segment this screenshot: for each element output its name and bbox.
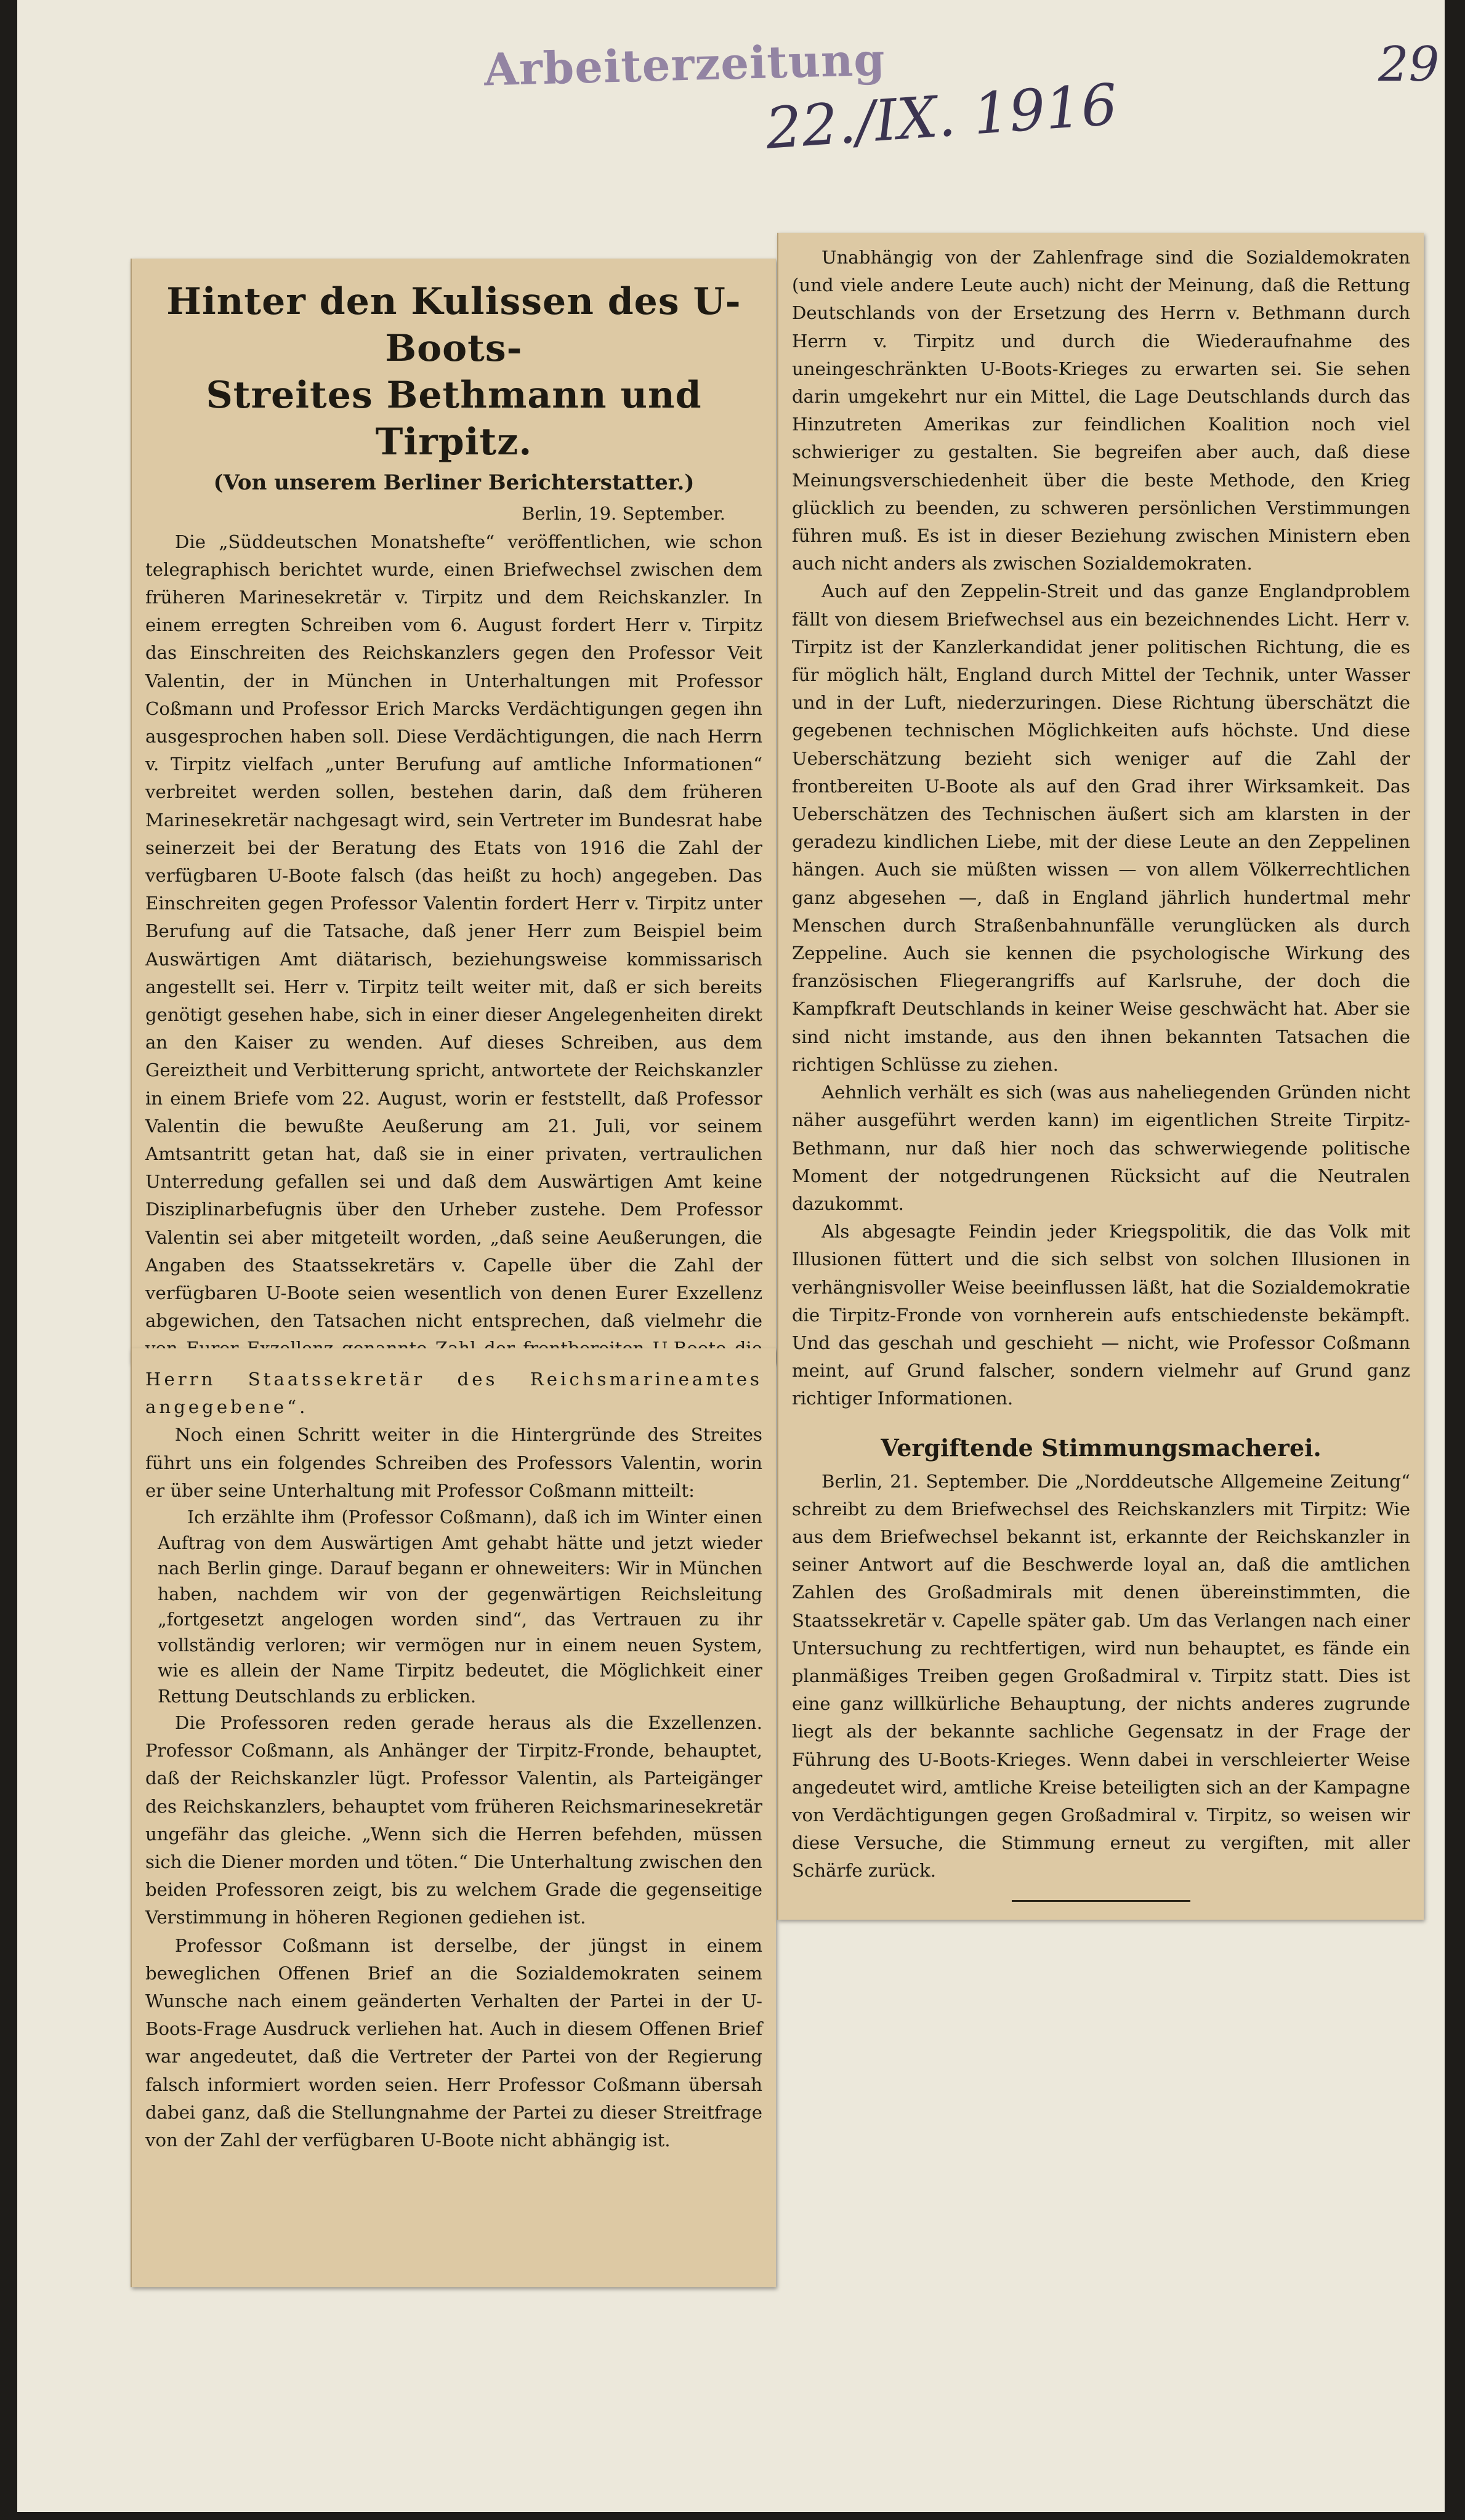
headline-line-2: Streites Bethmann und Tirpitz. — [206, 374, 702, 464]
page-number: 29 — [1378, 37, 1440, 92]
article-paragraph: Die „Süddeutschen Monatshefte“ veröffentlichen, wie schon telegraphisch berichtet wurde, einen Briefwechsel zwischen dem früheren Marinesekretär v. Tirpitz und dem Reichskanzler. In einem erregten Schreiben vom 6. August fordert Herr v. Tirpitz das Einschreiten des Reichskanzlers gegen den Professor Veit Valentin, der in München in Unterhaltungen mit Professor Coßmann und Professor Erich Marcks Verdächtigungen gegen ihn ausgesprochen haben soll. Diese Verdächtigungen, die nach Herrn v. Tirpitz vielfach „unter Berufung auf amtliche Informationen“ verbreitet werden sollen, bestehen darin, daß dem früheren Marinesekretär nachgesagt wird, sein Vertreter im Bundesrat habe seinerzeit bei der Beratung des Etats von 1916 die Zahl der verfügbaren U-Boote falsch (das heißt zu hoch) angegeben. Das Einschreiten gegen Professor Valentin fordert Herr v. Tirpitz unter Berufung auf die Tatsache, daß jener Herr zum Beispiel beim Auswärtigen Amt diätarisch, beziehungsweise kommissarisch angestellt sei. Herr v. Tirpitz teilt weiter mit, daß er sich bereits genötigt gesehen habe, sich in einer dieser Angelegenheiten direkt an den Kaiser zu wenden. Auf dieses Schreiben, aus dem Gereiztheit und Verbitterung spricht, antwortete der Reichskanzler in einem Briefe vom 22. August, worin er feststellt, daß Professor Valentin die bewußte Aeußerung am 21. Juli, vor seinem Amtsantritt getan hat, daß sie in einer privaten, vertraulichen Unterredung gefallen sei und daß dem Auswärtigen Amt keine Disziplinarbefugnis über den Urheber zustehe. Dem Professor Valentin sei aber mitgeteilt worden, „daß seine Aeußerungen, die Angaben des Staatssekretärs v. Capelle über die Zahl der verfügbaren U-Boote seien wesentlich von denen Eurer Exzellenz abgewichen, den Tatsachen nicht entsprechen, daß vielmehr die — [145, 531, 762, 1332]
article-dateline: Berlin, 19. September. — [522, 503, 725, 524]
article-paragraph: Berlin, 21. September. Die „Norddeutsche Allgemeine Zeitung“ schreibt zu dem Briefwechsel des Reichskanzlers mit Tirpitz: Wie aus dem Briefwechsel bekannt ist, erkannte der Reichskanzler in seiner Antwort auf die Beschwerde loyal an, daß die amtlichen Zahlen des Großadmirals mit denen übereinstimmten, die Staatssekretär v. Capelle später gab. Um das Verlangen nach einer Untersuchung zu rechtfertigen, wird nun behauptet, es fände ein planmäßiges Treiben gegen Großadmiral v. Tirpitz statt. Dies ist eine ganz willkürliche Behauptung, der nichts anderes zugrunde liegt als der bekannte sachliche Gegensatz in der Frage der Führung des U-Boots-Krieges. Wenn dabei in verschleierter Weise angedeutet wird, amtliche Kreise beteiligten sich an der Kampagne von Verdächtigungen gegen Großadmiral v. Tirpitz, so weisen wir diese Versuche, die Stimmung erneut zu vergiften, mit aller Schärfe zurück. — [792, 1470, 1410, 1882]
article-headline — [145, 278, 762, 465]
article-paragraph: Auch auf den Zeppelin-Streit und das ganze Englandproblem fällt von diesem Briefwechsel aus ein bezeichnendes Licht. Herr v. Tirpitz ist der Kanzlerkandidat jener politischen Richtung, die es für möglich hält, England durch Mittel der Technik, unter Wasser und in der Luft, niederzuringen. Diese Richtung überschätzt die gegebenen technischen Möglichkeiten aufs höchste. Und diese Ueberschätzung bezieht sich weniger auf die Zahl der frontbereiten U-Boote als auf den Grad ihrer Wirksamkeit. Das Ueberschätzen des Technischen äußert sich am klarsten in der geradezu kindlichen Liebe, mit der diese Leute an den Zeppelinen hängen. Auch sie müßten wissen — von allem Völkerrechtlichen ganz abgesehen —, daß in England jährlich hundertmal mehr Menschen durch Straßenbahnunfälle verunglücken als durch Zeppeline. Auch sie kennen die psychologische Wirkung des französischen Fliegerangriffs auf Karlsruhe, der doch die Kampfkraft Deutschlands in keiner Weise geschwächt hat. Aber sie sind nicht imstande, aus den ihnen bekannten Tatsachen die richtigen Schlüsse zu ziehen. — [792, 581, 1410, 1075]
article-quote: Ich erzählte ihm (Professor Coßmann), daß ich im Winter einen Auftrag von dem Auswärtigen Amt gehabt hätte und jetzt wieder nach Berlin ginge. Darauf begann er ohneweiters: Wir in München haben, nachdem wir von der gegenwärtigen Reichsleitung „fortgesetzt angelogen worden sind“, das Vertrauen zu ihr vollständig verloren; wir vermögen nur in einem neuen System, wie es allein der Name Tirpitz bedeutet, die Möglichkeit einer Rettung Deutschlands zu erblicken. — [158, 1507, 762, 1707]
article-paragraph: Die Professoren reden gerade heraus als die Exzellenzen. Professor Coßmann, als Anhänger der Tirpitz-Fronde, behauptet, daß der Reichskanzler lügt. Professor Valentin, als Parteigänger des Reichskanzlers, behauptet vom früheren Reichsmarinesekretär ungefähr das gleiche. „Wenn sich die Herren befehden, müssen sich die Diener morden und töten.“ Die Unterhaltung zwischen den beiden Professoren zeigt, bis zu welchem Grade die gegenseitige Verstimmung in höheren Regionen gediehen ist. — [145, 1712, 762, 1928]
clipping-right — [777, 233, 1424, 1920]
handwritten-date: 22./IX. 1916 — [763, 71, 1120, 162]
headline-line-1: Hinter den Kulissen des U-Boots- — [166, 280, 741, 370]
article-paragraph: Professor Coßmann ist derselbe, der jüngst in einem beweglichen Offenen Brief an die Sozialdemokraten seinem Wunsche nach einem geänderten Verhalten der Partei in der U-Boots-Frage Ausdruck verliehen hat. Auch in diesem Offenen Brief war angedeutet, daß die Vertreter der Partei von der Regierung falsch informiert worden seien. Herr Professor Coßmann übersah dabei ganz, daß die Stellungnahme der Partei zu dieser Streitfrage von der Zahl der verfügbaren U-Boote nicht abhängig ist. — [145, 1934, 762, 2151]
clipping-left-upper — [131, 259, 776, 1363]
clipping-left-lower — [131, 1348, 776, 2287]
closing-rule — [1012, 1900, 1190, 1902]
article-paragraph: Unabhängig von der Zahlenfrage sind die Sozialdemokraten (und viele andere Leute auch) nicht der Meinung, daß die Rettung Deutschlands von der Ersetzung des Herrn v. Bethmann durch Herrn v. Tirpitz und durch die Wiederaufnahme des uneingeschränkten U-Boots-Krieges zu erwarten sei. Sie sehen darin umgekehrt nur ein Mittel, die Lage Deutschlands durch das Hinzutreten Amerikas zur feindlichen Koalition noch viel schwieriger zu gestalten. Sie begreifen aber auch, daß diese Meinungsverschiedenheit über die beste Methode, den Krieg glücklich zu beenden, zu schweren persönlichen Verstimmungen führen muß. Es ist in dieser Beziehung zwischen Ministern eben auch nicht anders als zwischen Sozialdemokraten. — [792, 247, 1410, 574]
newspaper-stamp: Arbeiterzeitung — [483, 33, 886, 96]
article-byline: (Von unserem Berliner Berichterstatter.) — [213, 470, 695, 495]
article-paragraph: Aehnlich verhält es sich (was aus naheliegenden Gründen nicht näher ausgeführt werden kann) im eigentlichen Streite Tirpitz-Bethmann, nur daß hier noch das schwerwiegende politische Moment der notgedrungenen Rücksicht auf die Neutralen dazukommt. — [792, 1082, 1410, 1214]
article-paragraph: Noch einen Schritt weiter in die Hintergründe des Streites führt uns ein folgendes Schreiben des Professors Valentin, worin er über seine Unterhaltung mit Professor Coßmann mitteilt: — [145, 1424, 762, 1501]
article-paragraph: Herrn Staatssekretär des Reichsmarineamtes angegebene“. — [145, 1369, 762, 1418]
second-article-headline: Vergiftende Stimmungsmacherei. — [881, 1433, 1322, 1462]
article-paragraph: Als abgesagte Feindin jeder Kriegspolitik, die das Volk mit Illusionen füttert und die sich selbst von solchen Illusionen in verhängnisvoller Weise beeinflussen läßt, hat die Sozialdemokratie die Tirpitz-Fronde von vornherein aufs entschiedenste bekämpft. Und das geschah und geschieht — nicht, wie Professor Coßmann meint, auf Grund falscher, sondern vielmehr auf Grund ganz richtiger Informationen. — [792, 1221, 1410, 1409]
